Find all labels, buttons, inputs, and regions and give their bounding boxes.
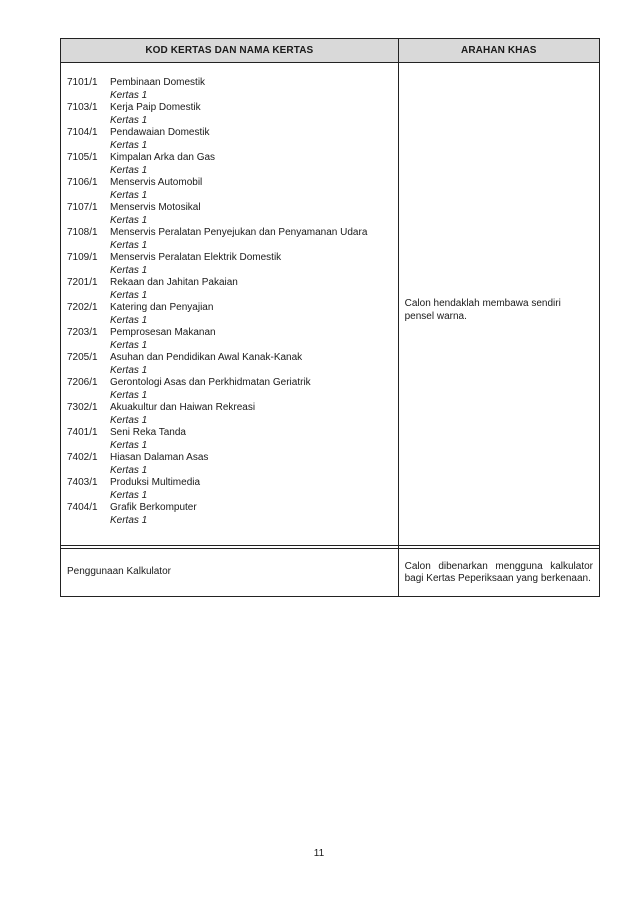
paper-number: Kertas 1 — [110, 489, 148, 501]
paper-details — [110, 427, 394, 452]
paper-item — [67, 327, 394, 352]
paper-name: Pembinaan Domestik — [110, 77, 206, 88]
calculator-usage-label: Penggunaan Kalkulator — [61, 546, 399, 597]
calculator-table — [60, 545, 600, 597]
paper-name: Asuhan dan Pendidikan Awal Kanak-Kanak — [110, 352, 303, 363]
page-number: 11 — [313, 848, 325, 859]
paper-number: Kertas 1 — [110, 314, 148, 326]
paper-name: Menservis Peralatan Penyejukan dan Penyamanan Udara — [110, 227, 368, 238]
paper-details — [110, 152, 394, 177]
calculator-instruction: Calon dibenarkan mengguna kalkulator bagi Kertas Peperiksaan yang berkenaan. — [398, 546, 599, 597]
paper-list-cell — [61, 63, 399, 549]
paper-details — [110, 127, 394, 152]
paper-code: 7202/1 — [67, 302, 98, 313]
paper-name: Akuakultur dan Haiwan Rekreasi — [110, 402, 256, 413]
paper-code: 7107/1 — [67, 202, 98, 213]
paper-item — [67, 127, 394, 152]
header-paper-code-name: KOD KERTAS DAN NAMA KERTAS — [61, 39, 399, 63]
paper-code: 7302/1 — [67, 402, 98, 413]
paper-number: Kertas 1 — [110, 514, 148, 526]
paper-details — [110, 452, 394, 477]
paper-item — [67, 202, 394, 227]
paper-name: Rekaan dan Jahitan Pakaian — [110, 277, 238, 288]
paper-code: 7203/1 — [67, 327, 98, 338]
paper-name: Hiasan Dalaman Asas — [110, 452, 209, 463]
calculator-row — [61, 546, 600, 597]
paper-item — [67, 452, 394, 477]
papers-table — [60, 38, 600, 549]
paper-number: Kertas 1 — [110, 439, 148, 451]
paper-number: Kertas 1 — [110, 214, 148, 226]
paper-number: Kertas 1 — [110, 289, 148, 301]
paper-details — [110, 327, 394, 352]
paper-details — [110, 277, 394, 302]
paper-name: Grafik Berkomputer — [110, 502, 197, 513]
paper-number: Kertas 1 — [110, 364, 148, 376]
colour-pencil-instruction: Calon hendaklah membawa sendiri pensel warna. — [404, 298, 561, 322]
paper-code: 7108/1 — [67, 227, 98, 238]
paper-item — [67, 102, 394, 127]
paper-item — [67, 77, 394, 102]
paper-details — [110, 502, 394, 527]
paper-name: Katering dan Penyajian — [110, 302, 214, 313]
paper-item — [67, 352, 394, 377]
paper-name: Menservis Automobil — [110, 177, 203, 188]
paper-item — [67, 302, 394, 327]
paper-details — [110, 102, 394, 127]
paper-details — [110, 477, 394, 502]
paper-details — [110, 227, 394, 252]
paper-item — [67, 152, 394, 177]
paper-details — [110, 352, 394, 377]
paper-name: Pemprosesan Makanan — [110, 327, 216, 338]
paper-item — [67, 477, 394, 502]
paper-item — [67, 402, 394, 427]
paper-code: 7104/1 — [67, 127, 98, 138]
paper-name: Seni Reka Tanda — [110, 427, 186, 438]
header-special-instructions: ARAHAN KHAS — [398, 39, 599, 63]
paper-name: Kimpalan Arka dan Gas — [110, 152, 216, 163]
paper-number: Kertas 1 — [110, 389, 148, 401]
paper-number: Kertas 1 — [110, 239, 148, 251]
paper-details — [110, 177, 394, 202]
paper-code: 7101/1 — [67, 77, 98, 88]
paper-item — [67, 427, 394, 452]
paper-code: 7402/1 — [67, 452, 98, 463]
paper-number: Kertas 1 — [110, 189, 148, 201]
paper-number: Kertas 1 — [110, 339, 148, 351]
paper-code: 7201/1 — [67, 277, 98, 288]
paper-code: 7401/1 — [67, 427, 98, 438]
paper-name: Menservis Peralatan Elektrik Domestik — [110, 252, 282, 263]
paper-code: 7206/1 — [67, 377, 98, 388]
paper-item — [67, 227, 394, 252]
paper-name: Pendawaian Domestik — [110, 127, 210, 138]
paper-details — [110, 252, 394, 277]
paper-details — [110, 77, 394, 102]
paper-name: Kerja Paip Domestik — [110, 102, 201, 113]
paper-details — [110, 302, 394, 327]
paper-name: Gerontologi Asas dan Perkhidmatan Geriatrik — [110, 377, 311, 388]
instruction-cell — [398, 63, 599, 549]
paper-number: Kertas 1 — [110, 264, 148, 276]
paper-item — [67, 502, 394, 527]
paper-item — [67, 377, 394, 402]
paper-code: 7103/1 — [67, 102, 98, 113]
paper-number: Kertas 1 — [110, 414, 148, 426]
paper-code: 7105/1 — [67, 152, 98, 163]
paper-number: Kertas 1 — [110, 114, 148, 126]
paper-name: Produksi Multimedia — [110, 477, 201, 488]
papers-table-header — [61, 39, 600, 63]
paper-details — [110, 402, 394, 427]
paper-number: Kertas 1 — [110, 139, 148, 151]
paper-code: 7404/1 — [67, 502, 98, 513]
paper-list — [67, 77, 394, 527]
paper-item — [67, 277, 394, 302]
paper-code: 7109/1 — [67, 252, 98, 263]
paper-details — [110, 377, 394, 402]
paper-code: 7403/1 — [67, 477, 98, 488]
papers-table-body — [61, 63, 600, 549]
paper-number: Kertas 1 — [110, 89, 148, 101]
paper-details — [110, 202, 394, 227]
paper-item — [67, 177, 394, 202]
paper-code: 7205/1 — [67, 352, 98, 363]
paper-name: Menservis Motosikal — [110, 202, 201, 213]
paper-number: Kertas 1 — [110, 164, 148, 176]
paper-code: 7106/1 — [67, 177, 98, 188]
paper-number: Kertas 1 — [110, 464, 148, 476]
paper-item — [67, 252, 394, 277]
